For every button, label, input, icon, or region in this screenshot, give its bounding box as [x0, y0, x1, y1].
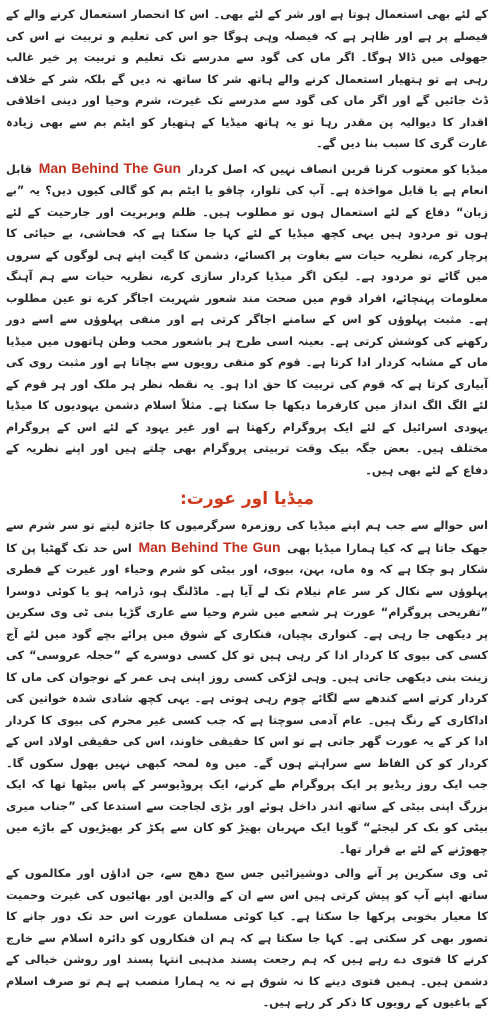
paragraph-1: کے لئے بھی استعمال ہوتا ہے اور شر کے لئے بھی۔ اس کا انحصار استعمال کرنے والے کے فیصلے پر ہے اور ظاہر ہے کہ فیصلہ وہی ہوگا جو اس کی تعلیم و تربیت نے اس کی جھولی میں ڈالا ہوگا۔ اگر ماں کی گود سے مدرسے تک تعلیم و تربیت پر خیر غالب رہی ہے تو ہتھیار استعمال کرنے والے ہاتھ شر کا ساتھ نہ دیں گے بلکہ شر کے خلاف ڈٹ جائیں گے اور اگر ماں کی گود سے مدرسے تک غیرت، شرم وحیا اور دینی اخلاقی اقدار کا دیوالیہ پن مقدر رہا تو یہ ہاتھ میڈیا کے ہتھیار کو ایٹم بم سے بھی زیادہ غارت گری کا سبب بنا دیں گے۔	[6, 8, 488, 150]
paragraph-2-text-start: میڈیا کو معتوب کرنا قرین انصاف نہیں کہ اصل کردار	[183, 162, 488, 176]
paragraph-4: ٹی وی سکرین پر آنے والی دوشیزائیں جس سج دھج سے، جن اداؤں اور مکالموں کے ساتھ اپنے آپ کو پیش کرتی ہیں اس سے ان کے والدین اور بھائیوں کی غیرت وحمیت کا معیار بخوبی پرکھا جا سکتا ہے۔ کیا کوئی مسلمان عورت اس حد تک دور جانے کا تصور بھی کر سکتی ہے۔ کہا جا سکتا ہے کہ ہم ان فنکاروں کو دائرہ اسلام سے خارج کرنے کا فتوی دے رہے ہیں کہ ہم رجعت پسند مذہبی انتہا پسند اور روشن خیالی کے دشمن ہیں۔ ہمیں فتوی دینے کا نہ شوق ہے نہ یہ ہمارا منصب ہے ہم تو صرف اسلام کے باغیوں کے رویوں کا ذکر کر رہے ہیں۔	[6, 867, 488, 1009]
section-heading: میڈیا اور عورت:	[179, 489, 314, 509]
english-phrase: Man Behind The Gun	[38, 159, 182, 176]
article-section-2	[6, 515, 488, 1014]
paragraph-3-text-start: اس حوالے سے جب ہم اپنے میڈیا کی روزمرہ سرگرمیوں کا جائزہ لیتے تو سر شرم سے جھک جاتا ہے کہ کیا ہمارا میڈیا بھی	[6, 519, 489, 555]
paragraph-3	[6, 515, 488, 860]
paragraph-2-text-end: قابل انعام ہے یا قابل مواخذہ ہے۔ آپ کی تلوار، چاقو یا ایٹم بم کو گالی کیوں دیں؟ یہ ”بے زبان“ دفاع کے لئے استعمال ہوں تو مطلوب ہیں۔ ظلم وبربریت اور جارحیت کے لئے ہوں تو مردود ہیں یہی کچھ میڈیا کے لئے کہا جا سکتا ہے کہ فحاشی، بے حیائی کا پرچار کرے، نظریہ حیات سے بغاوت پر اکسائے، دشمن کا گیت اپنے ہی لوگوں کے سروں میں گائے تو مردود ہے۔ لیکن اگر میڈیا کردار سازی کرے، نظریہ حیات سے ہم آہنگ معلومات پہنچائے، افراد قوم میں صحت مند شعور شہریت اجاگر کرے تو عین مطلوب ہے۔ مثبت پہلوؤں کو اس کے سامنے اجاگر کرتی ہے اور منفی پہلوؤں سے اسے دور رکھنے کی کوشش کرتی ہے۔ بعینہ اسی طرح ہر باشعور محب وطن ہاتھوں میں میڈیا ماں کے مشابہ کردار ادا کرتا ہے۔ قوم کو منفی رویوں سے بچاتا ہے اور مثبت روی کی آبیاری کرتا ہے کہ قوم کی تربیت کا حق ادا ہو۔ یہ نقطہ نظر ہر ملک اور ہر قوم کے لئے الگ الگ انداز میں کارفرما دیکھا جا سکتا ہے۔ مثلاً اسلام دشمن یہودیوں کا میڈیا یہودی اسرائیل کے لئے ایک پروگرام رکھتا ہے اور غیر یہود کے لئے اس کے پروگرام مختلف ہیں۔ بعض جگہ بیک وقت تربیتی پروگرام بھی چلتے ہیں اور اپنے نظریہ کے دفاع کے لئے بھی ہیں۔	[6, 162, 488, 477]
paragraph-3-text-end: اس حد تک گھٹیا پن کا شکار ہو چکا ہے کہ وہ ماں، بہن، بیوی، اور بیٹی کو شرم وحیاء اور غیرت کے فطری پہلوؤں سے نکال کر سر عام نیلام تک لے آیا ہے۔ ماڈلنگ ہو، ڈرامہ ہو یا کوئی دوسرا ”تفریحی پروگرام“ عورت ہر شعبے میں شرم وحیا سے عاری گڑیا بنی ٹی وی سکرین پر دیکھی جا رہی ہے۔ کنواری بچیاں، فنکاری کے شوق میں پرائے بچے گود میں لئے آج کسی کی بیوی کا کردار ادا کر رہی ہیں تو کل کسی دوسرے کے ”حجلہ عروسی“ کی زینت بنی دیکھی جاتی ہیں۔ وہی لڑکی کسی روز اپنی ہی عمر کے نوجوان کی ماں کا کردار کرتے اسے کندھے سے لگائے چوم رہی ہوتی ہے۔ یہی کچھ شادی شدہ خواتین کی اداکاری کے رنگ ہیں۔ عام آدمی سوچتا ہے کہ جب کسی غیر محرم کی بیوی کا کردار ادا کر کے یہ عورت گھر جاتی ہے تو اس کا حقیقی خاوند، اس کی حقیقی اولاد اس کے کردار کو کن الفاظ سے سراہتے ہوں گے۔ میں وہ لمحہ کبھی نہیں بھول سکوں گا۔ جب ایک روز ریڈیو پر ایک پروگرام طے کرنے، ایک پروڈیوسر کے پاس بیٹھا تھا کہ ایک بزرگ اپنی بیٹی کے ساتھ اندر داخل ہوئے اور بڑی لجاجت سے استدعا کی ”جناب میری بیٹی کو بک کر لیجئے“ گویا ایک مہربان بھیڑ کو کان سے پکڑ کر بھیڑیوں کے باڑے میں چھوڑنے کے لئے بے قرار تھا۔	[6, 541, 488, 856]
english-phrase: Man Behind The Gun	[138, 538, 281, 555]
paragraph-2	[6, 158, 488, 482]
article-section-1	[6, 4, 488, 481]
